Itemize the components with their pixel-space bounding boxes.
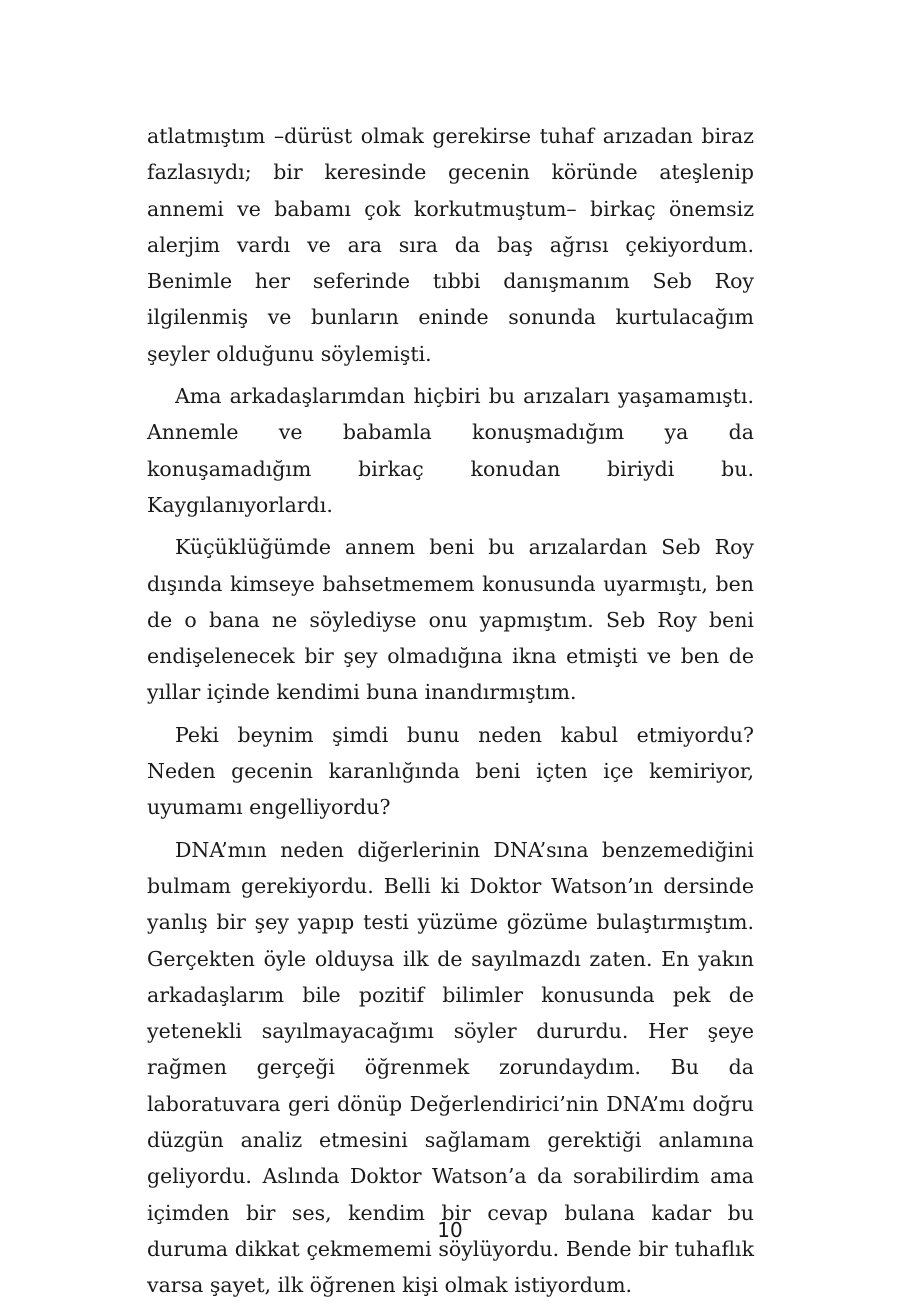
body-text (147, 118, 754, 1310)
paragraph-3: Küçüklüğümde annem beni bu arızalardan Seb Roy dışında kimseye bahsetmemem konusunda uyarmıştı, ben de o bana ne söylediyse onu yapmıştım. Seb Roy beni endişelenecek bir şey olmadığına ikna etmişti ve ben de yıllar içinde kendimi buna inandırmıştım. (147, 535, 754, 705)
paragraph-5: DNA’mın neden diğerlerinin DNA’sına benzemediğini bulmam gerekiyordu. Belli ki Doktor Watson’ın dersinde yanlış bir şey yapıp testi yüzüme gözüme bulaştırmıştım. Gerçekten öyle olduysa ilk de sayılmazdı zaten. En yakın arkadaşlarım bile pozitif bilimler konusunda pek de yetenekli sayılmayacağımı söyler dururdu. Her şeye rağmen gerçeği öğrenmek zorundaydım. Bu da laboratuvara geri dönüp Değerlendirici’nin DNA’mı doğru düzgün analiz etmesini sağlamam gerektiği anlamına geliyordu. Aslında Doktor Watson’a da sorabilirdim ama içimden bir ses, kendim bir cevap bulana kadar bu duruma dikkat çekmememi söylüyordu. Bende bir tuhaflık varsa şayet, ilk öğrenen kişi olmak istiyordum. (147, 837, 754, 1298)
paragraph-1: atlatmıştım –dürüst olmak gerekirse tuhaf arızadan biraz fazlasıydı; bir keresinde gecenin köründe ateşlenip annemi ve babamı çok korkutmuştum– birkaç önemsiz alerjim vardı ve ara sıra da baş ağrısı çekiyordum. Benimle her seferinde tıbbi danışmanım Seb Roy ilgilenmiş ve bunların eninde sonunda kurtulacağım şeyler olduğunu söylemişti. (147, 124, 754, 366)
paragraph-4: Peki beynim şimdi bunu neden kabul etmiyordu? Neden gecenin karanlığında beni içten içe kemiriyor, uyumamı engelliyordu? (147, 722, 754, 820)
paragraph-2: Ama arkadaşlarımdan hiçbiri bu arızaları yaşamamıştı. Annemle ve babamla konuşmadığım ya da konuşamadığım birkaç konudan biriydi bu. Kaygılanıyorlardı. (147, 384, 754, 517)
page-number: 10 (437, 1218, 463, 1242)
